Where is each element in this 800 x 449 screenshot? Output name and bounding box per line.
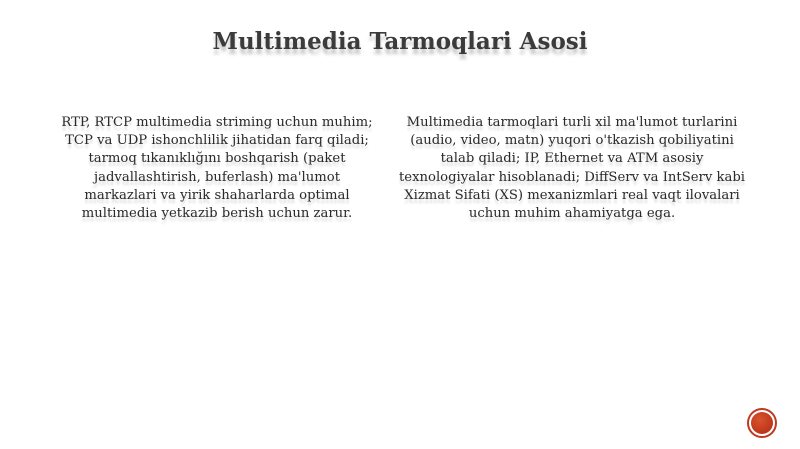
slide-nav-circle-icon[interactable]	[747, 408, 777, 438]
left-text-block: RTP, RTCP multimedia striming uchun muhim; TCP va UDP ishonchlilik jihatidan farq qiladi; tarmoq tıkanıklığını boshqarish (paket jadvallashtirish, buferlash) ma'lumot markazlari va yirik shaharlarda optimal multimedia yetkazib berish uchun zarur.	[61, 115, 373, 222]
slide-title: Multimedia Tarmoqlari Asosi	[212, 28, 588, 55]
right-text-block: Multimedia tarmoqlari turli xil ma'lumot turlarini (audio, video, matn) yuqori o'tkazish qobiliyatini talab qiladi; IP, Ethernet va ATM asosiy texnologiyalar hisoblanadi; DiffServ va IntServ kabi Xizmat Sifati (XS) mexanizmlari real vaqt ilovalari uchun muhim ahamiyatga ega.	[398, 115, 746, 222]
slide-nav-circle-fill	[751, 412, 773, 434]
